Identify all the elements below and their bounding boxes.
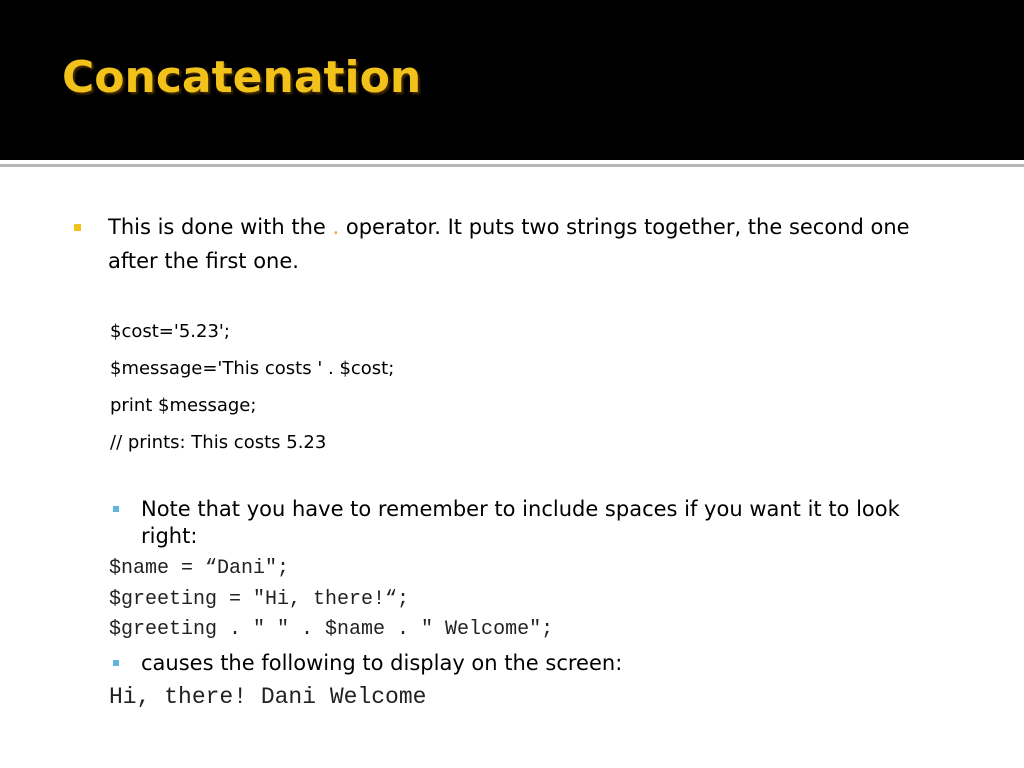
slide-title: Concatenation — [62, 52, 422, 103]
code-line: $cost='5.23'; — [110, 321, 230, 342]
bullet-square-icon — [113, 660, 119, 666]
code-line: $greeting = "Hi, there!“; — [109, 588, 410, 611]
title-bar — [0, 0, 1024, 160]
bullet-text-after: operator. It puts two strings together, the second one after the first one. — [108, 215, 910, 273]
operator-dot: . — [332, 215, 340, 239]
note-text: Note that you have to remember to include spaces if you want it to look right: — [141, 497, 900, 548]
causes-text: causes the following to display on the screen: — [141, 651, 623, 675]
bullet-square-icon — [74, 224, 81, 231]
code-comment: // prints: This costs 5.23 — [110, 432, 327, 453]
output-text: Hi, there! Dani Welcome — [109, 684, 427, 710]
code-line: print $message; — [110, 395, 257, 416]
code-line: $greeting . " " . $name . " Welcome"; — [109, 618, 554, 641]
code-line: $name = “Dani"; — [109, 557, 290, 580]
code-line: $message='This costs ' . $cost; — [110, 358, 395, 379]
bullet-text-operator — [108, 210, 958, 278]
title-divider — [0, 164, 1024, 167]
bullet-square-icon — [113, 506, 119, 512]
bullet-text-before: This is done with the — [108, 215, 333, 239]
